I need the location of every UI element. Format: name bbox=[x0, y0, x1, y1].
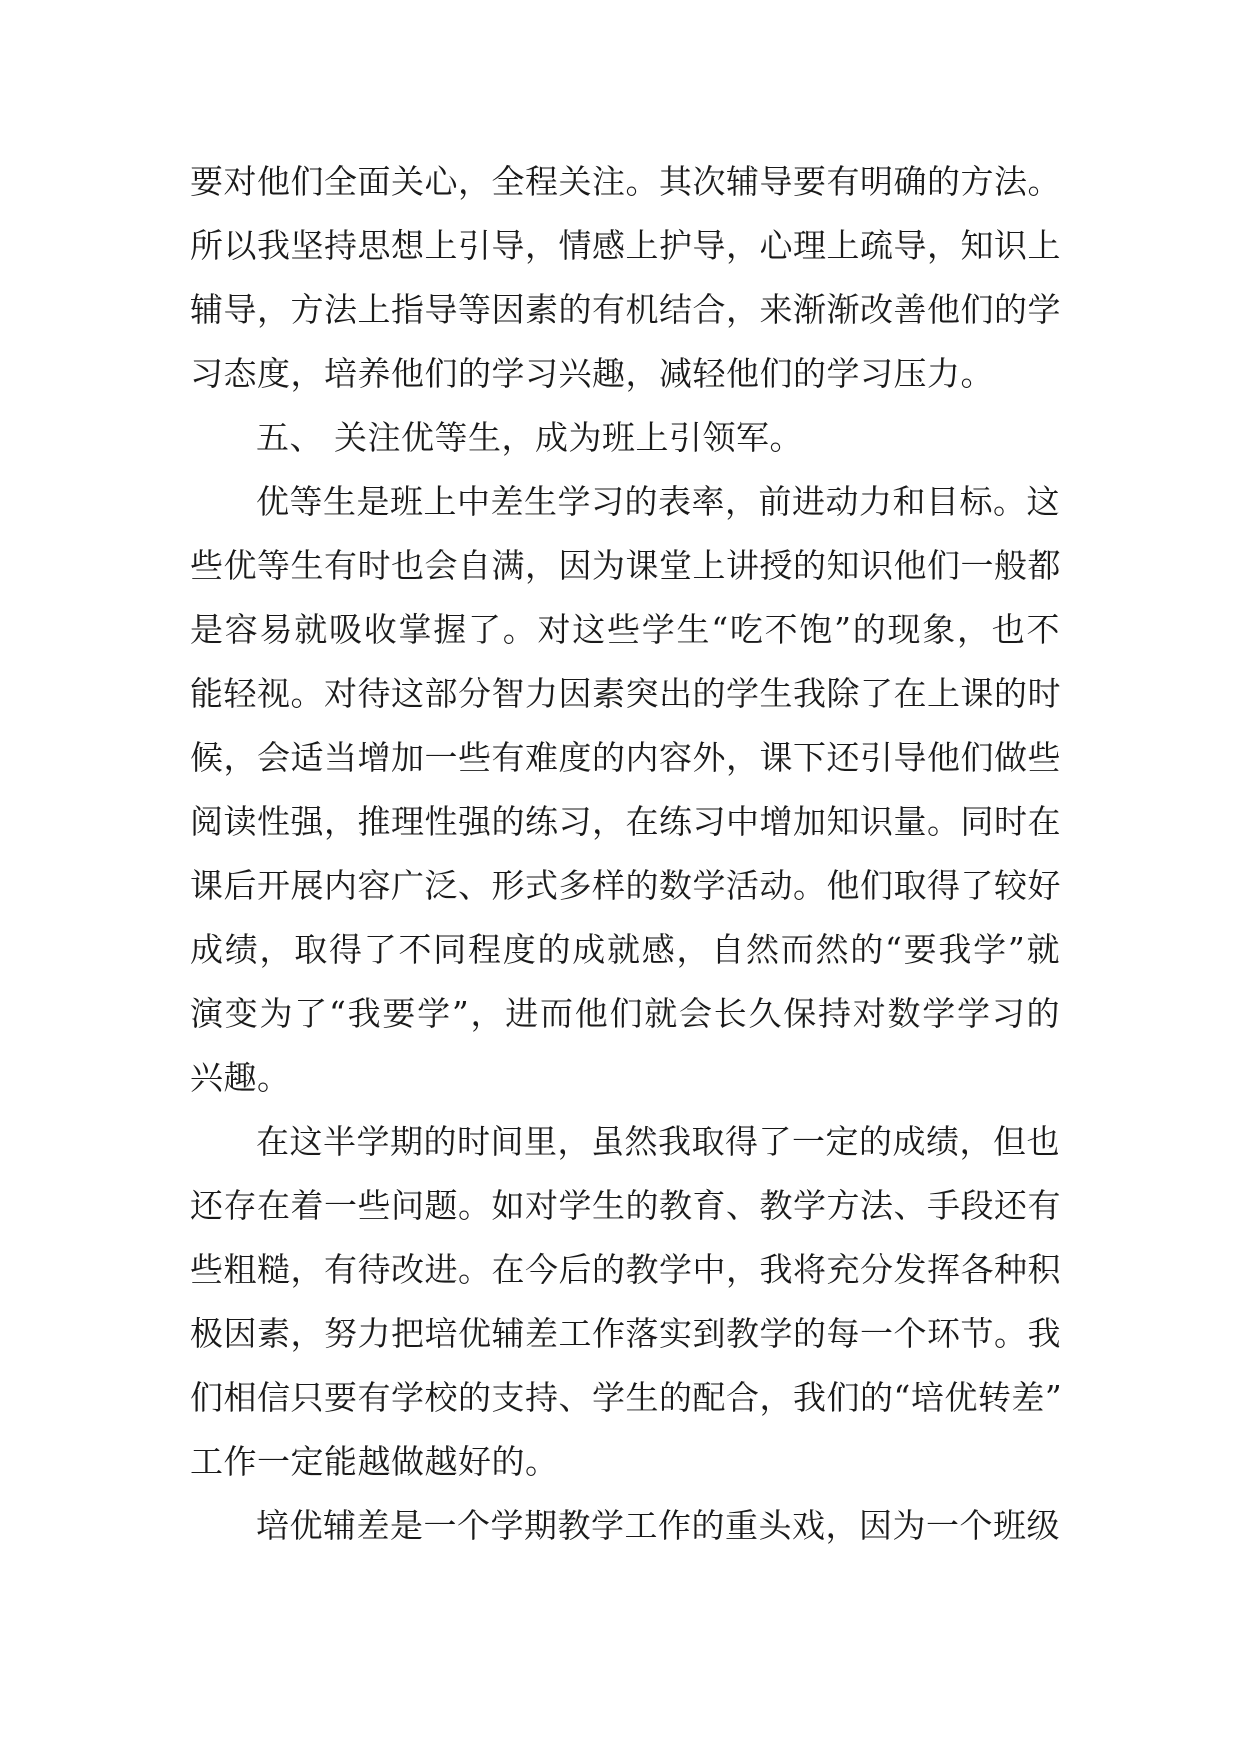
text-line: 成绩，取得了不同程度的成就感，自然而然的“要我学”就 bbox=[190, 930, 1060, 969]
text-line: 极因素，努力把培优辅差工作落实到教学的每一个环节。我 bbox=[190, 1314, 1061, 1353]
text-line: 培优辅差是一个学期教学工作的重头戏，因为一个班级 bbox=[256, 1506, 1060, 1545]
text-line: 演变为了“我要学”，进而他们就会长久保持对数学学习的 bbox=[190, 994, 1060, 1033]
text-line: 习态度，培养他们的学习兴趣，减轻他们的学习压力。 bbox=[190, 354, 994, 393]
text-line: 阅读性强，推理性强的练习，在练习中增加知识量。同时在 bbox=[190, 802, 1061, 841]
text-line: 优等生是班上中差生学习的表率，前进动力和目标。这 bbox=[256, 482, 1060, 521]
text-line: 还存在着一些问题。如对学生的教育、教学方法、手段还有 bbox=[190, 1186, 1061, 1225]
section-heading: 五、 关注优等生，成为班上引领军。 bbox=[256, 418, 803, 457]
text-line: 工作一定能越做越好的。 bbox=[190, 1442, 559, 1481]
text-line: 些粗糙，有待改进。在今后的教学中，我将充分发挥各种积 bbox=[190, 1250, 1061, 1289]
text-line: 要对他们全面关心，全程关注。其次辅导要有明确的方法。 bbox=[190, 162, 1061, 201]
text-line: 是容易就吸收掌握了。对这些学生“吃不饱”的现象，也不 bbox=[190, 610, 1060, 649]
text-line: 在这半学期的时间里，虽然我取得了一定的成绩，但也 bbox=[256, 1122, 1060, 1161]
text-line: 们相信只要有学校的支持、学生的配合，我们的“培优转差” bbox=[190, 1378, 1063, 1417]
text-line: 能轻视。对待这部分智力因素突出的学生我除了在上课的时 bbox=[190, 674, 1061, 713]
text-line: 所以我坚持思想上引导，情感上护导，心理上疏导，知识上 bbox=[190, 226, 1061, 265]
text-line: 候，会适当增加一些有难度的内容外，课下还引导他们做些 bbox=[190, 738, 1061, 777]
text-line: 些优等生有时也会自满，因为课堂上讲授的知识他们一般都 bbox=[190, 546, 1061, 585]
text-line: 兴趣。 bbox=[190, 1058, 291, 1097]
body-text bbox=[190, 150, 1063, 1558]
text-line: 课后开展内容广泛、形式多样的数学活动。他们取得了较好 bbox=[190, 866, 1061, 905]
text-line: 辅导，方法上指导等因素的有机结合，来渐渐改善他们的学 bbox=[190, 290, 1061, 329]
